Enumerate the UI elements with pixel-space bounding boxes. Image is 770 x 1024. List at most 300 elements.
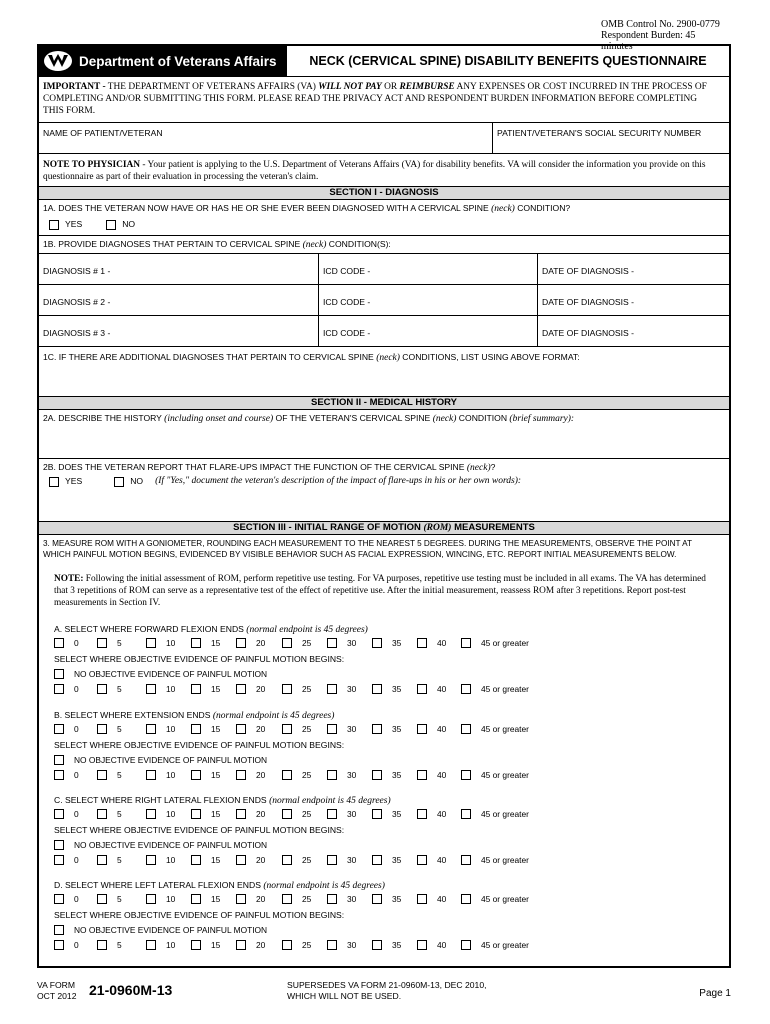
- rom-pain-d-option[interactable]: [236, 940, 265, 950]
- rom-pain-a-option[interactable]: [461, 684, 529, 694]
- rom-question-text: D. SELECT WHERE LEFT LATERAL FLEXION ENDS: [54, 880, 264, 890]
- patient-ssn-label: PATIENT/VETERAN'S SOCIAL SECURITY NUMBER: [497, 128, 702, 138]
- rom-pain-c-value-label: 30: [347, 855, 357, 865]
- rom-pain-d-option[interactable]: [97, 940, 122, 950]
- rom-end-d-option[interactable]: [372, 894, 401, 904]
- rom-end-c-option[interactable]: [372, 809, 401, 819]
- q1b-question: [43, 239, 391, 251]
- rom-end-b-checkbox[interactable]: [461, 724, 471, 734]
- diagnosis-row-1: [39, 254, 729, 285]
- q2b-no-label: NO: [130, 476, 144, 486]
- rom-pain-c-option[interactable]: [372, 855, 401, 865]
- rom-pain-d-checkbox[interactable]: [236, 940, 246, 950]
- rom-end-b-option[interactable]: [372, 724, 401, 734]
- section-2-title: SECTION II - MEDICAL HISTORY: [39, 396, 729, 410]
- rom-pain-d-value-label: 45 or greater: [481, 940, 529, 950]
- rom-end-b-option[interactable]: [236, 724, 265, 734]
- rom-pain-d-option[interactable]: [191, 940, 220, 950]
- rom-pain-a-value-label: 15: [211, 684, 221, 694]
- rom-end-b-value-label: 40: [437, 724, 447, 734]
- rom-pain-a-checkbox[interactable]: [282, 684, 292, 694]
- rom-pain-d-checkbox[interactable]: [372, 940, 382, 950]
- rom-end-b-checkbox[interactable]: [327, 724, 337, 734]
- rom-end-d-value-label: 45 or greater: [481, 894, 529, 904]
- no-pain-option[interactable]: [54, 924, 267, 937]
- rom-end-c-option[interactable]: [97, 809, 122, 819]
- rom-end-a-value-label: 5: [117, 638, 122, 648]
- rom-end-d-option[interactable]: [327, 894, 356, 904]
- q3-note-label: NOTE:: [54, 574, 84, 584]
- rom-end-d-option[interactable]: [97, 894, 122, 904]
- rom-pain-b-value-label: 25: [302, 770, 312, 780]
- rom-pain-b-option[interactable]: [236, 770, 265, 780]
- rom-end-a-checkbox[interactable]: [97, 638, 107, 648]
- rom-end-a-value-label: 25: [302, 638, 312, 648]
- no-pain-checkbox[interactable]: [54, 840, 64, 850]
- no-pain-option[interactable]: [54, 668, 267, 681]
- rom-pain-a-checkbox[interactable]: [191, 684, 201, 694]
- patient-name-field[interactable]: [43, 139, 484, 152]
- rom-end-c-checkbox[interactable]: [191, 809, 201, 819]
- rom-end-d-option[interactable]: [282, 894, 311, 904]
- rom-pain-c-option[interactable]: [236, 855, 265, 865]
- rom-end-b-checkbox[interactable]: [236, 724, 246, 734]
- rom-end-a-checkbox[interactable]: [282, 638, 292, 648]
- rom-pain-d-checkbox[interactable]: [461, 940, 471, 950]
- rom-pain-b-value-label: 10: [166, 770, 176, 780]
- rom-end-c-option[interactable]: [146, 809, 175, 819]
- rom-pain-c-checkbox[interactable]: [54, 855, 64, 865]
- rom-pain-b-checkbox[interactable]: [191, 770, 201, 780]
- rom-end-b-option[interactable]: [282, 724, 311, 734]
- rom-pain-a-value-label: 20: [256, 684, 266, 694]
- rom-pain-a-checkbox[interactable]: [97, 684, 107, 694]
- q2a-text: 2A. DESCRIBE THE HISTORY: [43, 413, 165, 423]
- rom-end-b-option[interactable]: [54, 724, 79, 734]
- rom-pain-a-checkbox[interactable]: [461, 684, 471, 694]
- rom-pain-c-checkbox[interactable]: [97, 855, 107, 865]
- rom-pain-c-checkbox[interactable]: [236, 855, 246, 865]
- q1a-yes-checkbox[interactable]: [49, 220, 59, 230]
- rom-pain-c-value-label: 10: [166, 855, 176, 865]
- rom-pain-a-checkbox[interactable]: [372, 684, 382, 694]
- rom-end-c-value-label: 10: [166, 809, 176, 819]
- rom-pain-c-checkbox[interactable]: [282, 855, 292, 865]
- rom-pain-b-checkbox[interactable]: [417, 770, 427, 780]
- rom-end-c-checkbox[interactable]: [327, 809, 337, 819]
- rom-pain-b-option[interactable]: [417, 770, 446, 780]
- rom-end-d-checkbox[interactable]: [146, 894, 156, 904]
- rom-pain-d-checkbox[interactable]: [191, 940, 201, 950]
- rom-pain-b-checkbox[interactable]: [236, 770, 246, 780]
- rom-end-c-option[interactable]: [54, 809, 79, 819]
- form-footer: [37, 975, 731, 1020]
- rom-end-b-checkbox[interactable]: [191, 724, 201, 734]
- diagnosis-3-icd-label: ICD CODE -: [323, 328, 371, 338]
- rom-pain-a-value-label: 10: [166, 684, 176, 694]
- rom-pain-a-option[interactable]: [146, 684, 175, 694]
- rom-end-b-value-label: 10: [166, 724, 176, 734]
- rom-pain-c-option[interactable]: [282, 855, 311, 865]
- rom-end-b-value-label: 30: [347, 724, 357, 734]
- rom-end-d-checkbox[interactable]: [191, 894, 201, 904]
- rom-end-a-checkbox[interactable]: [191, 638, 201, 648]
- q2b-yes-checkbox[interactable]: [49, 477, 59, 487]
- patient-divider: [492, 123, 493, 153]
- rom-pain-c-checkbox[interactable]: [327, 855, 337, 865]
- rom-end-d-checkbox[interactable]: [54, 894, 64, 904]
- rom-pain-a-option[interactable]: [191, 684, 220, 694]
- section-3-title: [39, 521, 729, 535]
- rom-end-b-checkbox[interactable]: [97, 724, 107, 734]
- rom-pain-d-checkbox[interactable]: [146, 940, 156, 950]
- rom-pain-b-checkbox[interactable]: [54, 770, 64, 780]
- rom-end-a-value-label: 35: [392, 638, 402, 648]
- patient-row: [39, 123, 729, 154]
- rom-pain-a-option[interactable]: [282, 684, 311, 694]
- pain-label: SELECT WHERE OBJECTIVE EVIDENCE OF PAINFUL MOTION BEGINS:: [54, 740, 345, 750]
- diagnosis-divider: [537, 254, 538, 284]
- rom-pain-a-option[interactable]: [372, 684, 401, 694]
- rom-pain-c-value-label: 20: [256, 855, 266, 865]
- rom-pain-a-value-label: 40: [437, 684, 447, 694]
- rom-end-a-checkbox[interactable]: [372, 638, 382, 648]
- rom-end-b-checkbox[interactable]: [146, 724, 156, 734]
- rom-end-a-value-label: 10: [166, 638, 176, 648]
- rom-end-c-option[interactable]: [327, 809, 356, 819]
- rom-pain-b-option[interactable]: [146, 770, 175, 780]
- rom-end-d-value-label: 15: [211, 894, 221, 904]
- q2b-no-checkbox[interactable]: [114, 477, 124, 487]
- rom-pain-c-checkbox[interactable]: [146, 855, 156, 865]
- rom-pain-d-value-label: 15: [211, 940, 221, 950]
- rom-pain-a-option[interactable]: [236, 684, 265, 694]
- rom-question-text: A. SELECT WHERE FORWARD FLEXION ENDS: [54, 624, 247, 634]
- q2b-yes-label: YES: [65, 476, 83, 486]
- rom-pain-a-checkbox[interactable]: [327, 684, 337, 694]
- rom-end-c-checkbox[interactable]: [461, 809, 471, 819]
- rom-end-d-option[interactable]: [461, 894, 529, 904]
- rom-pain-a-value-label: 45 or greater: [481, 684, 529, 694]
- rom-end-a-value-label: 30: [347, 638, 357, 648]
- rom-end-b-value-label: 25: [302, 724, 312, 734]
- footer-va-form: VA FORM: [37, 980, 76, 990]
- diagnosis-3-label: DIAGNOSIS # 3 -: [43, 328, 111, 338]
- rom-pain-b-checkbox[interactable]: [372, 770, 382, 780]
- rom-end-b-checkbox[interactable]: [54, 724, 64, 734]
- no-pain-label: NO OBJECTIVE EVIDENCE OF PAINFUL MOTION: [74, 924, 268, 935]
- rom-end-a-option[interactable]: [54, 638, 79, 648]
- rom-end-d-option[interactable]: [417, 894, 446, 904]
- q2b-neck: (neck): [466, 463, 491, 473]
- q2a-field[interactable]: [43, 426, 725, 456]
- section-3-title-b: MEASUREMENTS: [451, 522, 535, 533]
- rom-end-c-checkbox[interactable]: [417, 809, 427, 819]
- rom-end-c-option[interactable]: [236, 809, 265, 819]
- rom-pain-c-option[interactable]: [417, 855, 446, 865]
- rom-pain-a-value-label: 5: [117, 684, 122, 694]
- rom-pain-b-checkbox[interactable]: [461, 770, 471, 780]
- q1a-no-label: NO: [122, 219, 136, 229]
- q3-question: 3. MEASURE ROM WITH A GONIOMETER, ROUNDING EACH MEASUREMENT TO THE NEAREST 5 DEGREES. DURING THE MEASUREMENTS, OBSERVE THE POINT AT WHICH PAINFUL MOTION BEGINS, EVIDENCED BY VISIBLE BEHAVIOR SUCH AS FACIAL EXPRESSION, WINCING, ETC. REPORT INITIAL MEASUREMENTS BELOW.: [43, 539, 692, 559]
- diagnosis-divider: [318, 254, 319, 284]
- rom-question-c: [54, 795, 391, 807]
- rom-end-c-checkbox[interactable]: [146, 809, 156, 819]
- q1c-row: [39, 347, 729, 396]
- rom-end-a-option[interactable]: [97, 638, 122, 648]
- rom-pain-d-value-label: 0: [74, 940, 79, 950]
- rom-pain-b-checkbox[interactable]: [282, 770, 292, 780]
- rom-end-b-option[interactable]: [327, 724, 356, 734]
- q2a-row: [39, 410, 729, 459]
- note-label: NOTE TO PHYSICIAN: [43, 160, 141, 170]
- rom-pain-d-option[interactable]: [372, 940, 401, 950]
- q1a-neck: (neck): [491, 204, 515, 214]
- rom-pain-c-option[interactable]: [191, 855, 220, 865]
- rom-pain-a-checkbox[interactable]: [236, 684, 246, 694]
- rom-end-a-checkbox[interactable]: [236, 638, 246, 648]
- rom-pain-b-value-label: 35: [392, 770, 402, 780]
- rom-pain-d-checkbox[interactable]: [327, 940, 337, 950]
- no-pain-option[interactable]: [54, 839, 267, 852]
- rom-pain-b-value-label: 15: [211, 770, 221, 780]
- rom-pain-c-option[interactable]: [97, 855, 122, 865]
- rom-pain-d-option[interactable]: [146, 940, 175, 950]
- rom-pain-b-value-label: 5: [117, 770, 122, 780]
- rom-end-c-option[interactable]: [461, 809, 529, 819]
- rom-pain-b-option[interactable]: [461, 770, 529, 780]
- rom-end-d-checkbox[interactable]: [97, 894, 107, 904]
- rom-pain-d-value-label: 5: [117, 940, 122, 950]
- rom-pain-b-option[interactable]: [327, 770, 356, 780]
- q1c-text: 1C. IF THERE ARE ADDITIONAL DIAGNOSES THAT PERTAIN TO CERVICAL SPINE: [43, 352, 377, 362]
- rom-end-d-option[interactable]: [236, 894, 265, 904]
- pain-label: SELECT WHERE OBJECTIVE EVIDENCE OF PAINFUL MOTION BEGINS:: [54, 654, 345, 664]
- rom-end-b-options: [54, 724, 554, 737]
- rom-end-d-checkbox[interactable]: [327, 894, 337, 904]
- rom-pain-d-value-label: 40: [437, 940, 447, 950]
- rom-end-a-checkbox[interactable]: [54, 638, 64, 648]
- rom-end-c-checkbox[interactable]: [54, 809, 64, 819]
- diagnosis-1-icd-label: ICD CODE -: [323, 266, 371, 276]
- rom-pain-c-value-label: 5: [117, 855, 122, 865]
- rom-pain-c-option[interactable]: [461, 855, 529, 865]
- q1a-row: [39, 200, 729, 236]
- footer-form-number: 21-0960M-13: [89, 982, 173, 998]
- rom-pain-a-value-label: 30: [347, 684, 357, 694]
- no-pain-checkbox[interactable]: [54, 669, 64, 679]
- rom-pain-b-option[interactable]: [282, 770, 311, 780]
- q2a-italic-2: (brief summary):: [509, 414, 575, 424]
- rom-pain-b-value-label: 0: [74, 770, 79, 780]
- important-notice: [39, 77, 729, 123]
- diagnosis-divider: [537, 316, 538, 346]
- rom-pain-b-option[interactable]: [97, 770, 122, 780]
- rom-end-c-checkbox[interactable]: [282, 809, 292, 819]
- rom-end-d-checkbox[interactable]: [236, 894, 246, 904]
- rom-end-d-value-label: 30: [347, 894, 357, 904]
- rom-pain-d-checkbox[interactable]: [282, 940, 292, 950]
- no-pain-checkbox[interactable]: [54, 925, 64, 935]
- rom-pain-c-checkbox[interactable]: [417, 855, 427, 865]
- rom-pain-a-checkbox[interactable]: [146, 684, 156, 694]
- rom-end-c-value-label: 45 or greater: [481, 809, 529, 819]
- rom-question-italic: (normal endpoint is 45 degrees): [212, 711, 335, 721]
- rom-pain-d-value-label: 35: [392, 940, 402, 950]
- q2a-question: [43, 413, 574, 425]
- rom-pain-b-checkbox[interactable]: [97, 770, 107, 780]
- rom-end-a-checkbox[interactable]: [146, 638, 156, 648]
- rom-question-text: B. SELECT WHERE EXTENSION ENDS: [54, 710, 213, 720]
- q1c-field[interactable]: [43, 365, 725, 394]
- q2a-italic: (including onset and course): [164, 414, 274, 424]
- q2b-question: [43, 462, 495, 474]
- rom-end-d-checkbox[interactable]: [372, 894, 382, 904]
- rom-end-a-checkbox[interactable]: [417, 638, 427, 648]
- rom-end-c-checkbox[interactable]: [97, 809, 107, 819]
- rom-pain-d-value-label: 25: [302, 940, 312, 950]
- rom-end-c-value-label: 40: [437, 809, 447, 819]
- note-to-physician: [39, 154, 729, 186]
- rom-pain-b-value-label: 45 or greater: [481, 770, 529, 780]
- rom-pain-c-checkbox[interactable]: [191, 855, 201, 865]
- rom-end-a-value-label: 40: [437, 638, 447, 648]
- rom-end-a-option[interactable]: [282, 638, 311, 648]
- no-pain-checkbox[interactable]: [54, 755, 64, 765]
- rom-pain-d-checkbox[interactable]: [54, 940, 64, 950]
- rom-end-c-options: [54, 809, 554, 822]
- rom-pain-b-option[interactable]: [54, 770, 79, 780]
- rom-pain-a-option[interactable]: [327, 684, 356, 694]
- rom-end-d-checkbox[interactable]: [282, 894, 292, 904]
- rom-pain-a-option[interactable]: [417, 684, 446, 694]
- rom-question-italic: (normal endpoint is 45 degrees): [269, 796, 391, 806]
- q1a-no-checkbox[interactable]: [106, 220, 116, 230]
- rom-end-a-option[interactable]: [327, 638, 356, 648]
- rom-pain-d-option[interactable]: [282, 940, 311, 950]
- rom-end-a-option[interactable]: [372, 638, 401, 648]
- diagnosis-1-label: DIAGNOSIS # 1 -: [43, 266, 111, 276]
- rom-end-d-checkbox[interactable]: [417, 894, 427, 904]
- rom-end-a-option[interactable]: [146, 638, 175, 648]
- rom-pain-c-option[interactable]: [54, 855, 79, 865]
- rom-pain-b-checkbox[interactable]: [146, 770, 156, 780]
- important-text-2: ANY EXPENSES OR COST INCURRED IN THE PROCESS OF COMPLETING AND/OR SUBMITTING THIS FORM. PLEASE READ THE PRIVACY ACT AND RESPONDENT BURDEN INFORMATION BEFORE COMPLETING THIS FORM.: [43, 82, 707, 116]
- rom-end-a-option[interactable]: [461, 638, 529, 648]
- rom-end-c-option[interactable]: [282, 809, 311, 819]
- q1b-end: CONDITION(S):: [326, 239, 391, 249]
- rom-pain-d-option[interactable]: [327, 940, 356, 950]
- rom-end-b-value-label: 20: [256, 724, 266, 734]
- rom-pain-c-checkbox[interactable]: [461, 855, 471, 865]
- will-not-pay: WILL NOT PAY: [318, 82, 382, 92]
- rom-pain-c-value-label: 15: [211, 855, 221, 865]
- patient-ssn-field[interactable]: [497, 139, 725, 152]
- rom-pain-b-checkbox[interactable]: [327, 770, 337, 780]
- rom-end-b-option[interactable]: [97, 724, 122, 734]
- q2a-mid: OF THE VETERAN'S CERVICAL SPINE: [273, 413, 433, 423]
- reimburse: REIMBURSE: [399, 82, 455, 92]
- rom-pain-c-value-label: 0: [74, 855, 79, 865]
- pain-label: SELECT WHERE OBJECTIVE EVIDENCE OF PAINFUL MOTION BEGINS:: [54, 825, 345, 835]
- rom-pain-d-value-label: 30: [347, 940, 357, 950]
- rom-end-a-checkbox[interactable]: [461, 638, 471, 648]
- rom-pain-c-value-label: 35: [392, 855, 402, 865]
- rom-end-c-option[interactable]: [191, 809, 220, 819]
- rom-end-b-option[interactable]: [417, 724, 446, 734]
- q2b-end: ?: [490, 462, 496, 472]
- diagnosis-divider: [537, 285, 538, 315]
- rom-end-b-checkbox[interactable]: [372, 724, 382, 734]
- rom-end-a-option[interactable]: [417, 638, 446, 648]
- rom-end-c-value-label: 30: [347, 809, 357, 819]
- rom-pain-a-option[interactable]: [97, 684, 122, 694]
- rom-end-b-checkbox[interactable]: [417, 724, 427, 734]
- important-label: IMPORTANT -: [43, 82, 106, 92]
- rom-pain-d-option[interactable]: [54, 940, 79, 950]
- rom-pain-b-option[interactable]: [191, 770, 220, 780]
- rom-pain-d-option[interactable]: [461, 940, 529, 950]
- rom-end-b-checkbox[interactable]: [282, 724, 292, 734]
- va-logo-icon: [43, 50, 73, 72]
- rom-end-a-option[interactable]: [191, 638, 220, 648]
- rom-end-d-option[interactable]: [146, 894, 175, 904]
- rom-end-d-option[interactable]: [191, 894, 220, 904]
- rom-pain-a-checkbox[interactable]: [417, 684, 427, 694]
- rom-question-italic: (normal endpoint is 45 degrees): [263, 881, 385, 891]
- rom-end-b-option[interactable]: [461, 724, 529, 734]
- q1a-question: [43, 203, 570, 215]
- rom-end-c-option[interactable]: [417, 809, 446, 819]
- rom-pain-b-option[interactable]: [372, 770, 401, 780]
- q1b-text: 1B. PROVIDE DIAGNOSES THAT PERTAIN TO CERVICAL SPINE: [43, 239, 303, 249]
- rom-pain-a-option[interactable]: [54, 684, 79, 694]
- diagnosis-divider: [318, 285, 319, 315]
- form-header: [39, 46, 729, 77]
- diagnosis-3-date-label: DATE OF DIAGNOSIS -: [542, 328, 634, 338]
- rom-end-b-option[interactable]: [146, 724, 175, 734]
- rom-pain-d-checkbox[interactable]: [417, 940, 427, 950]
- rom-pain-c-checkbox[interactable]: [372, 855, 382, 865]
- no-pain-label: NO OBJECTIVE EVIDENCE OF PAINFUL MOTION: [74, 839, 268, 850]
- rom-end-d-value-label: 35: [392, 894, 402, 904]
- rom-pain-c-option[interactable]: [146, 855, 175, 865]
- rom-end-c-value-label: 5: [117, 809, 122, 819]
- rom-pain-d-checkbox[interactable]: [97, 940, 107, 950]
- pain-label: SELECT WHERE OBJECTIVE EVIDENCE OF PAINFUL MOTION BEGINS:: [54, 910, 345, 920]
- rom-end-d-value-label: 20: [256, 894, 266, 904]
- rom-end-d-checkbox[interactable]: [461, 894, 471, 904]
- rom-end-d-option[interactable]: [54, 894, 79, 904]
- rom-end-c-checkbox[interactable]: [372, 809, 382, 819]
- rom-pain-d-option[interactable]: [417, 940, 446, 950]
- no-pain-option[interactable]: [54, 754, 267, 767]
- rom-pain-b-options: [54, 770, 554, 783]
- rom-pain-a-checkbox[interactable]: [54, 684, 64, 694]
- rom-end-d-options: [54, 894, 554, 907]
- rom-end-c-checkbox[interactable]: [236, 809, 246, 819]
- q1a-text: 1A. DOES THE VETERAN NOW HAVE OR HAS HE OR SHE EVER BEEN DIAGNOSED WITH A CERVICAL SPINE: [43, 203, 492, 213]
- q1c-question: [43, 352, 580, 364]
- q1a-end: CONDITION?: [514, 203, 571, 213]
- rom-pain-c-option[interactable]: [327, 855, 356, 865]
- rom-end-b-option[interactable]: [191, 724, 220, 734]
- important-text-1: THE DEPARTMENT OF VETERANS AFFAIRS (VA): [105, 82, 319, 92]
- rom-end-c-value-label: 15: [211, 809, 221, 819]
- rom-end-a-option[interactable]: [236, 638, 265, 648]
- diagnosis-2-date-label: DATE OF DIAGNOSIS -: [542, 297, 634, 307]
- rom-end-a-checkbox[interactable]: [327, 638, 337, 648]
